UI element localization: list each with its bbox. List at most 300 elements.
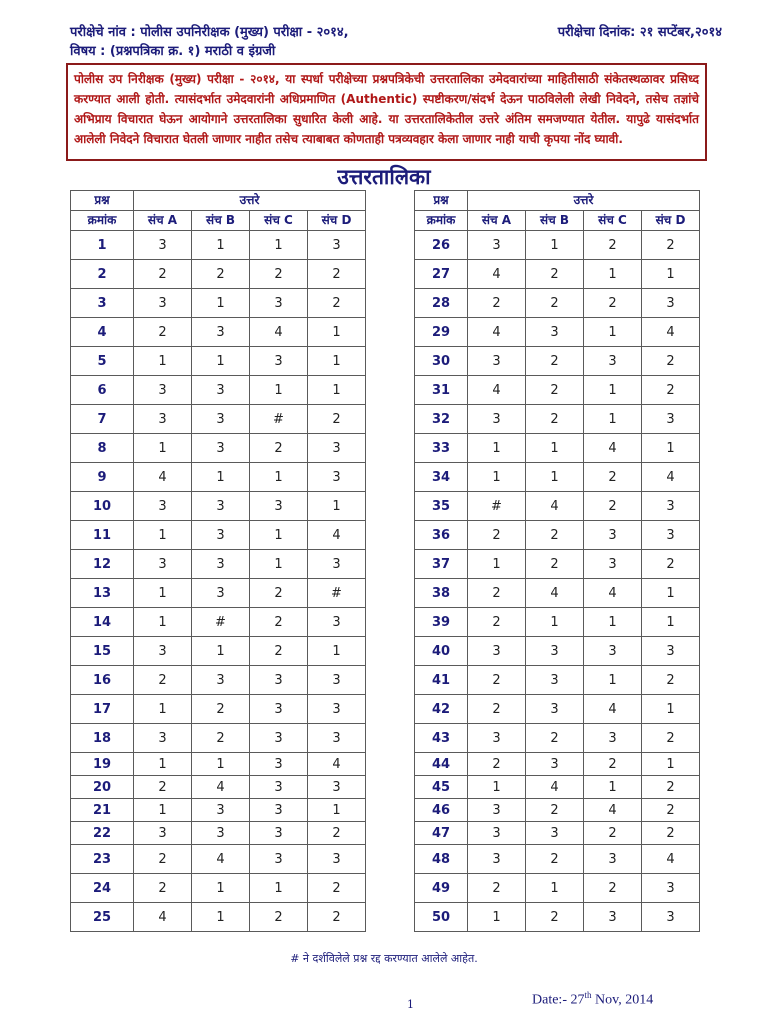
question-number: 8 [71, 434, 134, 463]
answer-set-c: 3 [250, 799, 308, 822]
question-number: 24 [71, 874, 134, 903]
date-prefix: Date:- 27 [532, 992, 585, 1008]
question-number: 37 [415, 550, 468, 579]
table-row [415, 666, 700, 695]
answer-set-a: 4 [468, 260, 526, 289]
answer-set-b: 3 [526, 695, 584, 724]
table-row [415, 874, 700, 903]
answer-set-a: 2 [134, 318, 192, 347]
table-row [415, 903, 700, 932]
answer-set-d: 4 [642, 463, 700, 492]
answer-set-a: 2 [468, 874, 526, 903]
answer-set-c: 1 [584, 776, 642, 799]
answer-set-c: 3 [250, 845, 308, 874]
answer-set-c: 3 [584, 845, 642, 874]
table-row [71, 608, 366, 637]
answer-set-d: 3 [308, 608, 366, 637]
answer-set-a: 3 [134, 822, 192, 845]
answer-set-c: 1 [584, 666, 642, 695]
answer-set-b: 2 [192, 724, 250, 753]
answer-set-c: 1 [250, 231, 308, 260]
question-number: 49 [415, 874, 468, 903]
date [532, 990, 653, 1009]
answer-set-b: 3 [192, 666, 250, 695]
answer-set-d: 3 [308, 231, 366, 260]
question-number: 20 [71, 776, 134, 799]
answer-set-b: 2 [526, 550, 584, 579]
answer-set-b: 1 [526, 434, 584, 463]
question-number: 48 [415, 845, 468, 874]
answer-set-d: 1 [308, 318, 366, 347]
question-number: 15 [71, 637, 134, 666]
answer-set-a: 2 [134, 260, 192, 289]
answer-set-b: 3 [526, 753, 584, 776]
answer-set-a: 3 [468, 799, 526, 822]
question-number: 3 [71, 289, 134, 318]
answer-set-a: 2 [134, 666, 192, 695]
answer-set-a: 1 [468, 550, 526, 579]
answer-set-b: 3 [526, 822, 584, 845]
answer-set-a: 3 [134, 550, 192, 579]
table-row [415, 463, 700, 492]
answer-set-b: 3 [192, 550, 250, 579]
answer-set-c: 3 [250, 666, 308, 695]
set-a-header: संच A [134, 211, 192, 231]
table-row [71, 822, 366, 845]
table-row [71, 550, 366, 579]
table-row [415, 376, 700, 405]
answer-set-d: 4 [308, 753, 366, 776]
answer-set-c: 3 [250, 492, 308, 521]
table-row [415, 608, 700, 637]
answer-set-c: # [250, 405, 308, 434]
answer-set-d: 1 [308, 376, 366, 405]
answer-set-d: 2 [642, 231, 700, 260]
table-row [71, 347, 366, 376]
table-row [71, 637, 366, 666]
question-number: 35 [415, 492, 468, 521]
answer-set-d: 3 [308, 776, 366, 799]
answer-set-b: 2 [526, 724, 584, 753]
table-row [415, 799, 700, 822]
table-row [71, 318, 366, 347]
answer-set-b: 3 [192, 799, 250, 822]
answer-set-b: 1 [192, 753, 250, 776]
answer-set-c: 2 [584, 289, 642, 318]
answer-set-d: 1 [308, 492, 366, 521]
exam-date: परीक्षेचा दिनांक: २१ सप्टेंबर,२०१४ [557, 25, 722, 40]
answer-set-c: 2 [584, 874, 642, 903]
answer-set-c: 3 [584, 903, 642, 932]
question-number: 33 [415, 434, 468, 463]
answer-set-c: 2 [250, 608, 308, 637]
table-row [71, 260, 366, 289]
answer-set-a: 1 [468, 434, 526, 463]
answer-set-a: 1 [134, 579, 192, 608]
answer-set-a: 2 [134, 776, 192, 799]
table-row [415, 231, 700, 260]
answer-set-b: 4 [192, 776, 250, 799]
set-b-header: संच B [192, 211, 250, 231]
answer-set-b: 1 [526, 874, 584, 903]
answer-set-c: 3 [250, 776, 308, 799]
answer-set-b: 3 [192, 492, 250, 521]
answer-set-d: 2 [642, 724, 700, 753]
answer-set-a: 2 [468, 579, 526, 608]
answer-set-b: 3 [192, 434, 250, 463]
answer-set-b: 2 [526, 799, 584, 822]
answer-set-c: 2 [584, 463, 642, 492]
question-number: 7 [71, 405, 134, 434]
set-d-header: संच D [308, 211, 366, 231]
answer-set-c: 3 [584, 724, 642, 753]
answer-set-d: 1 [642, 260, 700, 289]
answer-set-b: 1 [526, 231, 584, 260]
answer-set-b: 2 [526, 260, 584, 289]
answer-set-c: 1 [250, 521, 308, 550]
answer-set-a: 1 [134, 521, 192, 550]
answer-set-c: 3 [584, 521, 642, 550]
answer-set-a: 2 [468, 521, 526, 550]
answer-set-b: 3 [526, 318, 584, 347]
question-number: 13 [71, 579, 134, 608]
question-number: 41 [415, 666, 468, 695]
table-row [71, 492, 366, 521]
question-number: 30 [415, 347, 468, 376]
answer-set-a: 1 [134, 799, 192, 822]
answer-set-d: 4 [642, 845, 700, 874]
answer-set-a: 4 [468, 318, 526, 347]
answer-set-b: 2 [526, 521, 584, 550]
table-row [71, 799, 366, 822]
q-header: प्रश्न [415, 191, 468, 211]
answer-set-d: 3 [308, 550, 366, 579]
answer-set-b: 3 [192, 405, 250, 434]
answer-set-d: 2 [642, 347, 700, 376]
table-row [415, 724, 700, 753]
table-row [415, 318, 700, 347]
answer-set-d: 3 [642, 521, 700, 550]
answer-set-b: 2 [192, 260, 250, 289]
table-row [415, 822, 700, 845]
answer-set-c: 3 [250, 289, 308, 318]
exam-name: परीक्षेचे नांव : पोलीस उपनिरीक्षक (मुख्य) परीक्षा - २०१४, [70, 25, 349, 40]
table-row [71, 463, 366, 492]
answer-set-c: 3 [250, 347, 308, 376]
answer-set-c: 1 [584, 318, 642, 347]
answer-set-a: 1 [134, 695, 192, 724]
footnote: # ने दर्शविलेले प्रश्न रद्द करण्यात आलेले आहेत. [290, 952, 478, 965]
answer-set-a: 1 [134, 608, 192, 637]
answer-set-b: 1 [192, 347, 250, 376]
question-number: 10 [71, 492, 134, 521]
table-row [415, 579, 700, 608]
table-row [71, 874, 366, 903]
page-title: उत्तरतालिका [337, 165, 431, 189]
answer-set-c: 4 [584, 434, 642, 463]
table-row [71, 376, 366, 405]
question-number: 26 [415, 231, 468, 260]
set-d-header: संच D [642, 211, 700, 231]
answer-set-d: 3 [642, 405, 700, 434]
table-row [71, 231, 366, 260]
answer-set-b: 1 [192, 231, 250, 260]
table-row [415, 776, 700, 799]
answer-set-a: 3 [468, 405, 526, 434]
answer-set-b: 3 [192, 579, 250, 608]
answer-set-a: 3 [468, 845, 526, 874]
date-rest: Nov, 2014 [591, 992, 654, 1008]
question-number: 40 [415, 637, 468, 666]
answer-set-b: 1 [192, 903, 250, 932]
table-row [415, 289, 700, 318]
question-number: 6 [71, 376, 134, 405]
answer-set-d: 2 [642, 822, 700, 845]
answer-set-b: 1 [526, 608, 584, 637]
answer-set-c: 2 [584, 492, 642, 521]
answer-set-c: 4 [584, 799, 642, 822]
question-number: 36 [415, 521, 468, 550]
answer-set-b: 3 [192, 521, 250, 550]
answer-set-d: 4 [308, 521, 366, 550]
table-row [71, 776, 366, 799]
answer-set-b: 4 [526, 492, 584, 521]
answer-set-d: 1 [642, 608, 700, 637]
answer-set-d: # [308, 579, 366, 608]
notice-box: पोलीस उप निरीक्षक (मुख्य) परीक्षा - २०१४, या स्पर्धा परीक्षेच्या प्रश्नपत्रिकेची उत्तरतालिका उमेदवारांच्या माहितीसाठी संकेतस्थळावर प्रसिध्द करण्यात आली होती. त्यासंदर्भात उमेदवारांनी अधिप्रमाणित (Authentic) स्पष्टीकरण/संदर्भ देऊन पाठविलेली लेखी निवेदने, तसेच तज्ञांचे अभिप्राय विचारात घेऊन आयोगाने उत्तरतालिका सुधारित केली आहे. या उत्तरतालिकेतील उत्तरे अंतिम समजण्यात येतील. यापुढे यासंदर्भात आलेली निवेदने विचारात घेतली जाणार नाहीत तसेच त्याबाबत कोणताही पत्रव्यवहार केला जाणार नाही याची कृपया नोंद घ्यावी. [66, 63, 707, 161]
question-number: 43 [415, 724, 468, 753]
answer-set-c: 1 [250, 550, 308, 579]
subject: विषय : (प्रश्नपत्रिका क्र. १) मराठी व इंग्रजी [70, 44, 276, 59]
answer-set-a: 3 [468, 724, 526, 753]
answer-set-b: 1 [192, 874, 250, 903]
answer-set-d: 1 [308, 637, 366, 666]
answer-set-a: 2 [134, 845, 192, 874]
answer-table-left [70, 190, 366, 932]
answer-set-c: 3 [250, 695, 308, 724]
q-header: क्रमांक [71, 211, 134, 231]
answer-set-d: 3 [308, 724, 366, 753]
question-number: 29 [415, 318, 468, 347]
answer-set-a: 3 [468, 822, 526, 845]
question-number: 16 [71, 666, 134, 695]
question-number: 11 [71, 521, 134, 550]
answer-set-c: 1 [584, 608, 642, 637]
answer-set-d: 1 [642, 753, 700, 776]
question-number: 50 [415, 903, 468, 932]
question-number: 27 [415, 260, 468, 289]
question-number: 45 [415, 776, 468, 799]
answer-set-d: 1 [308, 799, 366, 822]
answer-set-b: 2 [192, 695, 250, 724]
table-row [415, 347, 700, 376]
answer-set-a: 1 [468, 463, 526, 492]
question-number: 44 [415, 753, 468, 776]
answer-set-b: 1 [192, 637, 250, 666]
answer-set-b: 3 [192, 376, 250, 405]
answer-set-b: # [192, 608, 250, 637]
page-number: 1 [407, 998, 414, 1011]
table-row [415, 550, 700, 579]
answer-set-a: 1 [134, 434, 192, 463]
answer-set-d: 3 [308, 845, 366, 874]
set-c-header: संच C [584, 211, 642, 231]
question-number: 17 [71, 695, 134, 724]
table-row [415, 637, 700, 666]
answer-set-c: 2 [250, 434, 308, 463]
table-row [71, 724, 366, 753]
question-number: 1 [71, 231, 134, 260]
answer-set-b: 4 [192, 845, 250, 874]
answer-set-c: 1 [250, 463, 308, 492]
answer-set-a: 1 [134, 347, 192, 376]
answer-set-a: 4 [468, 376, 526, 405]
answer-set-d: 3 [642, 492, 700, 521]
question-number: 12 [71, 550, 134, 579]
answer-set-b: 4 [526, 579, 584, 608]
answer-set-d: 2 [642, 550, 700, 579]
answer-set-d: 3 [308, 666, 366, 695]
set-c-header: संच C [250, 211, 308, 231]
question-number: 9 [71, 463, 134, 492]
answer-set-d: 2 [642, 376, 700, 405]
answer-table-right [414, 190, 700, 932]
table-row [415, 434, 700, 463]
question-number: 22 [71, 822, 134, 845]
question-number: 4 [71, 318, 134, 347]
answer-set-a: 2 [468, 608, 526, 637]
answer-set-a: 2 [134, 874, 192, 903]
answer-set-c: 2 [584, 822, 642, 845]
table-row [71, 666, 366, 695]
answer-set-c: 3 [250, 753, 308, 776]
table-row [71, 434, 366, 463]
question-number: 19 [71, 753, 134, 776]
question-number: 47 [415, 822, 468, 845]
q-header: प्रश्न [71, 191, 134, 211]
answer-set-d: 3 [642, 874, 700, 903]
answer-set-d: 3 [642, 289, 700, 318]
table-row [71, 845, 366, 874]
answer-set-d: 2 [308, 874, 366, 903]
answer-set-d: 3 [642, 637, 700, 666]
question-number: 14 [71, 608, 134, 637]
answer-set-d: 1 [308, 347, 366, 376]
answer-set-d: 2 [308, 260, 366, 289]
answer-set-c: 3 [584, 637, 642, 666]
answer-set-a: 2 [468, 695, 526, 724]
answer-set-d: 2 [308, 903, 366, 932]
question-number: 2 [71, 260, 134, 289]
answer-set-b: 3 [526, 666, 584, 695]
answer-set-a: 2 [468, 666, 526, 695]
answer-set-a: 3 [134, 289, 192, 318]
question-number: 31 [415, 376, 468, 405]
q-header: क्रमांक [415, 211, 468, 231]
answer-set-b: 1 [192, 289, 250, 318]
table-row [71, 753, 366, 776]
table-row [71, 521, 366, 550]
answer-set-c: 4 [250, 318, 308, 347]
answer-set-c: 2 [584, 753, 642, 776]
table-row [415, 845, 700, 874]
table-row [71, 579, 366, 608]
table-row [71, 405, 366, 434]
answer-set-d: 1 [642, 579, 700, 608]
answer-set-c: 1 [250, 376, 308, 405]
table-row [415, 521, 700, 550]
answer-set-c: 3 [250, 822, 308, 845]
question-number: 42 [415, 695, 468, 724]
answer-set-a: 3 [134, 724, 192, 753]
answer-set-b: 3 [192, 822, 250, 845]
set-a-header: संच A [468, 211, 526, 231]
answer-set-b: 3 [192, 318, 250, 347]
question-number: 38 [415, 579, 468, 608]
question-number: 21 [71, 799, 134, 822]
question-number: 18 [71, 724, 134, 753]
answer-set-d: 2 [642, 776, 700, 799]
answer-set-b: 2 [526, 903, 584, 932]
answer-set-c: 2 [250, 579, 308, 608]
answer-set-c: 4 [584, 695, 642, 724]
answer-set-b: 2 [526, 289, 584, 318]
table-row [415, 492, 700, 521]
answer-set-a: 1 [134, 753, 192, 776]
answer-set-a: 3 [134, 376, 192, 405]
answer-set-b: 2 [526, 845, 584, 874]
table-row [415, 695, 700, 724]
answer-set-a: 4 [134, 903, 192, 932]
answer-set-d: 2 [308, 405, 366, 434]
answer-set-a: 3 [468, 231, 526, 260]
table-row [71, 289, 366, 318]
date-suffix: th [584, 990, 592, 1000]
answer-set-b: 2 [526, 405, 584, 434]
answer-set-d: 3 [308, 434, 366, 463]
answer-set-b: 1 [526, 463, 584, 492]
table-row [71, 903, 366, 932]
table-row [415, 753, 700, 776]
answer-set-b: 1 [192, 463, 250, 492]
answer-set-a: 2 [468, 753, 526, 776]
answers-header: उत्तरे [468, 191, 700, 211]
answer-set-d: 2 [308, 822, 366, 845]
question-number: 28 [415, 289, 468, 318]
answer-set-d: 4 [642, 318, 700, 347]
answer-set-c: 1 [584, 405, 642, 434]
set-b-header: संच B [526, 211, 584, 231]
answer-set-c: 1 [250, 874, 308, 903]
question-number: 39 [415, 608, 468, 637]
answer-set-a: # [468, 492, 526, 521]
table-row [71, 695, 366, 724]
answer-set-c: 1 [584, 260, 642, 289]
answer-set-d: 3 [308, 695, 366, 724]
question-number: 23 [71, 845, 134, 874]
answer-set-a: 3 [134, 637, 192, 666]
answer-set-c: 2 [250, 637, 308, 666]
answer-set-d: 2 [308, 289, 366, 318]
answer-set-c: 3 [584, 347, 642, 376]
answer-set-b: 3 [526, 637, 584, 666]
answer-set-b: 2 [526, 347, 584, 376]
answer-set-a: 3 [468, 637, 526, 666]
answers-header: उत्तरे [134, 191, 366, 211]
answer-set-d: 1 [642, 695, 700, 724]
answer-set-a: 3 [134, 405, 192, 434]
answer-set-a: 1 [468, 903, 526, 932]
